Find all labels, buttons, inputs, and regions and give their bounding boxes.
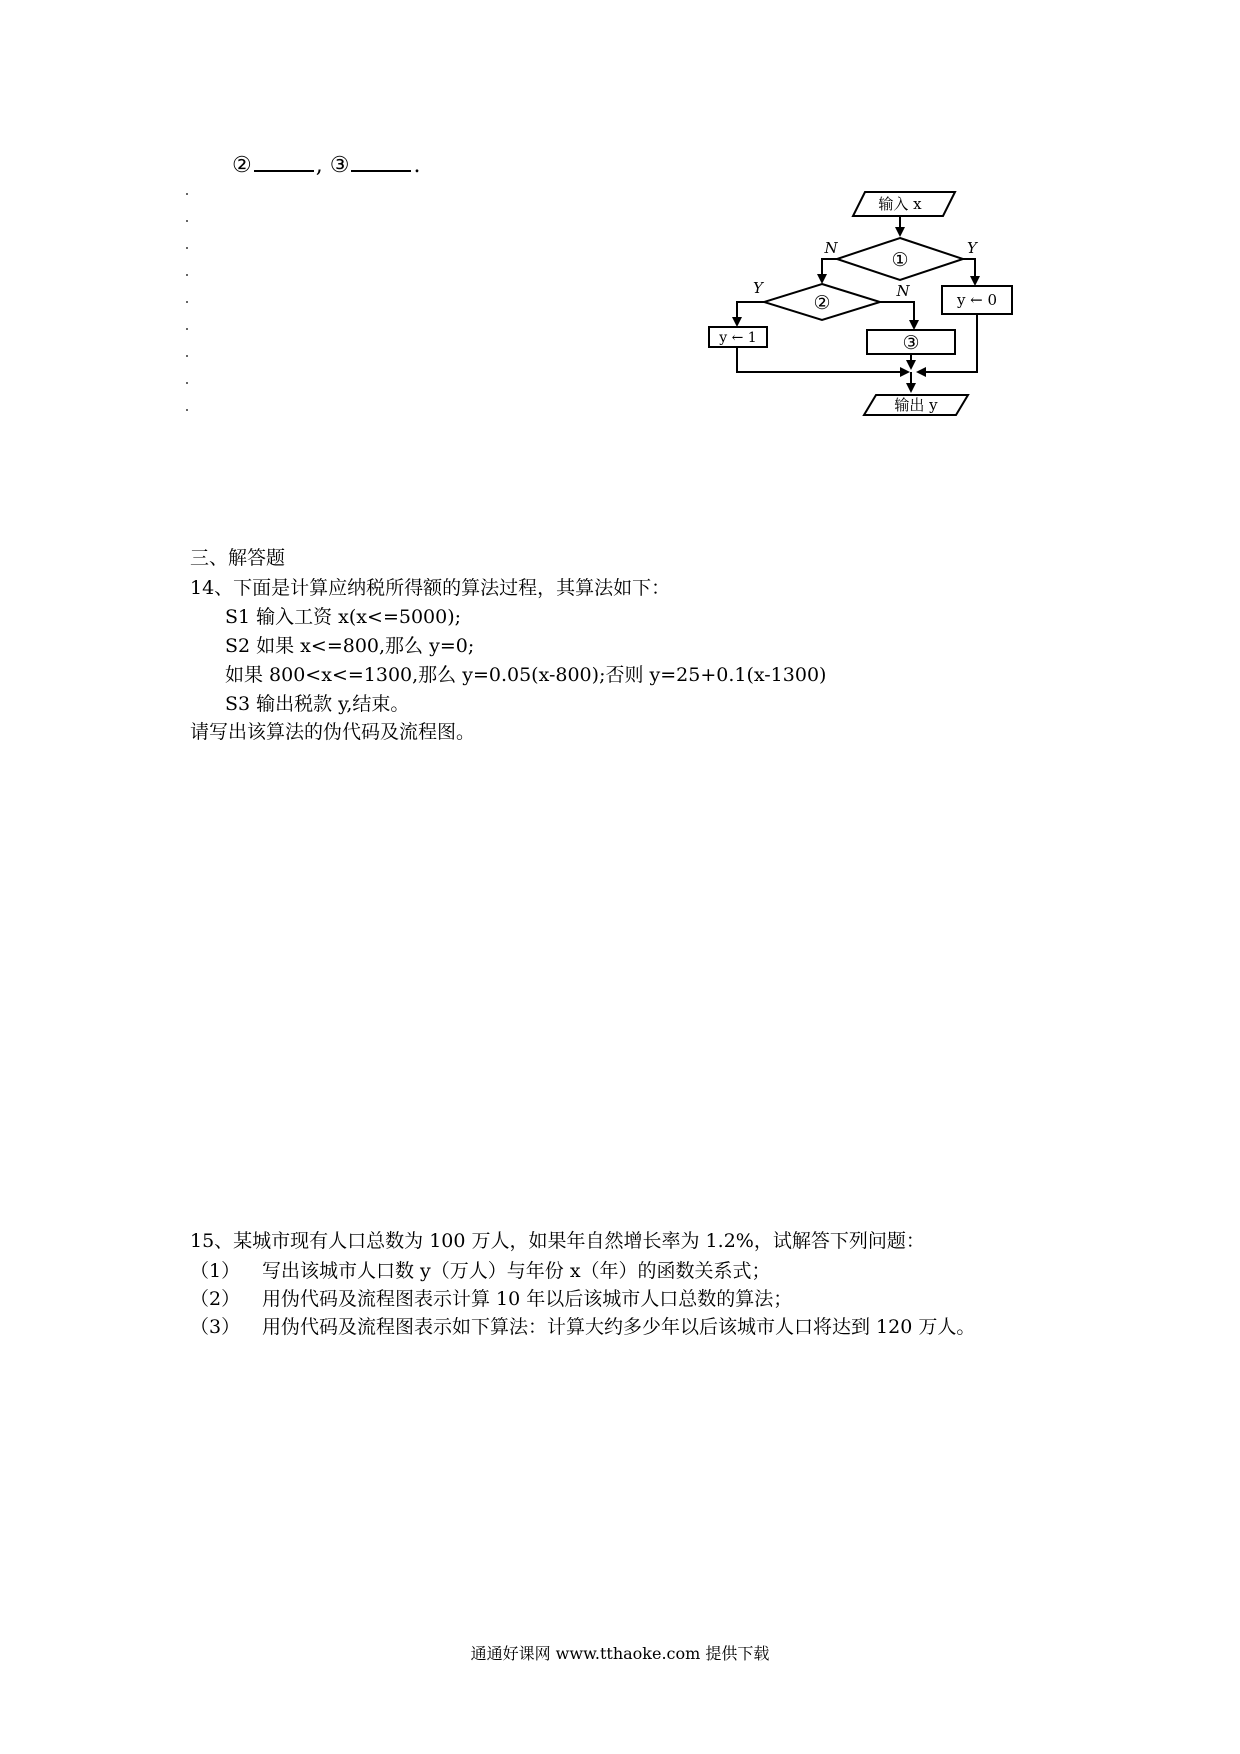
- q14-step-s2: S2 如果 x<=800,那么 y=0;: [225, 635, 475, 657]
- condition-1-label: ①: [891, 249, 909, 271]
- section-heading: 三、解答题: [190, 547, 286, 569]
- fill-blank-line: [232, 152, 420, 178]
- q15-part-1-text: 写出该城市人口数 y（万人）与年份 x（年）的函数关系式；: [262, 1260, 771, 1282]
- edge-cond2-yes: [737, 302, 764, 325]
- q15-part-3: [190, 1315, 976, 1339]
- end-period: .: [413, 153, 421, 178]
- branch-y1-label: Y: [967, 239, 977, 257]
- assign-y0-label: y ← 0: [956, 291, 998, 309]
- q15-part-2-num: （2）: [190, 1288, 241, 1310]
- q15-part-3-num: （3）: [190, 1316, 241, 1338]
- answer-blank-3: [351, 152, 411, 172]
- blank-2-label: ②: [232, 153, 252, 178]
- q15-part-2: [190, 1287, 793, 1311]
- edge-cond1-no: [822, 259, 837, 282]
- condition-2-label: ②: [813, 292, 831, 314]
- q14-intro: 14、下面是计算应纳税所得额的算法过程，其算法如下：: [190, 577, 671, 599]
- input-label: 输入 x: [878, 195, 922, 213]
- q15-part-2-text: 用伪代码及流程图表示计算 10 年以后该城市人口总数的算法；: [262, 1288, 793, 1310]
- q14-step-s1: S1 输入工资 x(x<=5000);: [225, 606, 462, 628]
- blank-3-label: ③: [329, 153, 350, 178]
- q14-ask: 请写出该算法的伪代码及流程图。: [190, 721, 476, 743]
- assign-y1-label: y ← 1: [719, 330, 757, 346]
- page-footer: 通通好课网 www.tthaoke.com 提供下载: [470, 1644, 770, 1663]
- q15-intro: 15、某城市现有人口总数为 100 万人，如果年自然增长率为 1.2%，试解答下列问题：: [190, 1230, 925, 1252]
- answer-blank-2: [254, 152, 314, 172]
- q15-part-3-text: 用伪代码及流程图表示如下算法：计算大约多少年以后该城市人口将达到 120 万人。: [262, 1316, 976, 1338]
- flowchart-diagram: [700, 185, 1030, 445]
- q14-step-s2-continued: 如果 800<x<=1300,那么 y=0.05(x-800);否则 y=25+0.1(x-1300): [225, 664, 827, 686]
- separator: ,: [315, 153, 323, 178]
- branch-y2-label: Y: [753, 279, 763, 297]
- q14-step-s3: S3 输出税款 y,结束。: [225, 693, 410, 715]
- edge-cond1-yes: [963, 259, 975, 284]
- output-label: 输出 y: [894, 396, 938, 414]
- branch-n2-label: N: [896, 282, 910, 300]
- branch-n1-label: N: [824, 239, 838, 257]
- edge-cond2-no: [880, 302, 914, 328]
- q15-part-1: [190, 1259, 771, 1283]
- q15-part-1-num: （1）: [190, 1260, 241, 1282]
- process-3-label: ③: [902, 332, 920, 354]
